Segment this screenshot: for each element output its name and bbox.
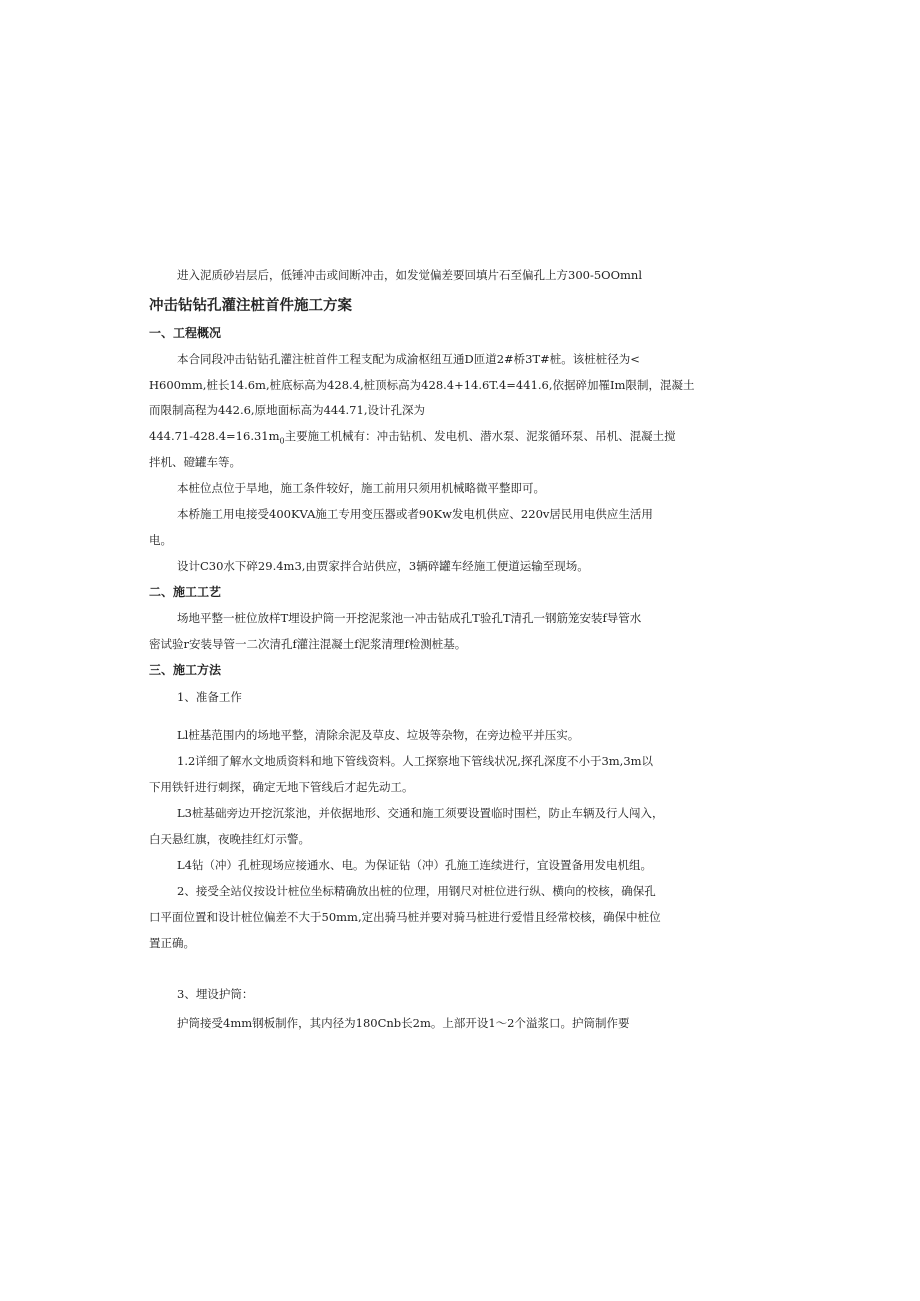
text-line: L3桩基础旁边开挖沉浆池，并依据地形、交通和施工须要设置临时围栏，防止车辆及行人闯入， <box>177 806 664 820</box>
subsection-heading: 3、埋设护筒： <box>177 987 254 1001</box>
text-line <box>149 428 676 449</box>
text-line: 口平面位置和设计桩位偏差不大于50mm,定出骑马桩并要对骑马桩进行爱惜且经常校核，确保中桩位 <box>149 910 661 924</box>
text-line: 进入泥质砂岩层后，低锤冲击或间断冲击，如发觉偏差要回填片石至偏孔上方300-5OOmnl <box>177 268 642 282</box>
text-line: 本桥施工用电接受400KVA施工专用变压器或者90Kw发电机供应、220v居民用电供应生活用 <box>177 507 653 521</box>
section-heading: 二、施工工艺 <box>149 585 222 599</box>
text-line: 设计C30水下碎29.4m3,由贾家拌合站供应，3辆碎罐车经施工便道运输至现场。 <box>177 559 589 573</box>
document-title: 冲击钻钻孔灌注桩首件施工方案 <box>149 298 352 314</box>
text-line: Ll桩基范围内的场地平整，清除余泥及草皮、垃圾等杂物，在旁边检平并压实。 <box>177 728 580 742</box>
text-line: 护筒接受4mm钢板制作，其内径为180Cnb长2m。上部开设1～2个溢浆口。护筒制作要 <box>177 1016 630 1030</box>
text-line: 而限制高程为442.6,原地面标高为444.71,设计孔深为 <box>149 403 425 417</box>
text-line: L4钻（冲）孔桩现场应接通水、电。为保证钻（冲）孔施工连续进行，宜设置备用发电机组。 <box>177 858 652 872</box>
text-line: H600mm,桩长14.6m,桩底标高为428.4,桩顶标高为428.4+14.6T.4=441.6,依据碎加罹Im限制，混凝土 <box>149 378 695 392</box>
text-line: 本桩位点位于旱地，施工条件较好，施工前用只须用机械略微平整即可。 <box>177 481 545 495</box>
text-line: 本合同段冲击钻钻孔灌注桩首件工程支配为成渝枢纽互通D匝道2#桥3T#桩。该桩桩径为< <box>177 352 640 366</box>
subsection-heading: 1、准备工作 <box>177 690 242 704</box>
text-line: 2、接受全站仪按设计桩位坐标精确放出桩的位理，用钢尺对桩位进行纵、横向的校核，确保孔 <box>177 884 656 898</box>
text-line: 1.2详细了解水文地质资料和地下管线资料。人工探察地下管线状况,探孔深度不小于3m,3m以 <box>177 754 654 768</box>
section-heading: 三、施工方法 <box>149 663 222 677</box>
text-line: 场地平整一桩位放样T埋设护筒一开挖泥浆池一冲击钻成孔T验孔T清孔一钢筋笼安装f导管水 <box>177 611 642 625</box>
text-fragment: 444.71-428.4=16.31m <box>149 429 280 443</box>
section-heading: 一、工程概况 <box>149 326 222 340</box>
text-line: 下用铁钎进行刺探，确定无地下管线后才起先动工。 <box>149 780 414 794</box>
text-fragment: 主要施工机械有：冲击钻机、发电机、潜水泵、泥浆循环泵、吊机、混凝土搅 <box>284 429 676 443</box>
subscript: 0 <box>279 436 285 446</box>
text-line: 电。 <box>149 533 172 547</box>
text-line: 拌机、磴罐车等。 <box>149 455 241 469</box>
text-line: 置正确。 <box>149 936 195 950</box>
text-line: 密试验r安装导管一二次清孔f灌注混凝土f泥浆清理f检测桩基。 <box>149 637 467 651</box>
text-line: 白天悬红旗，夜晚挂红灯示警。 <box>149 832 310 846</box>
